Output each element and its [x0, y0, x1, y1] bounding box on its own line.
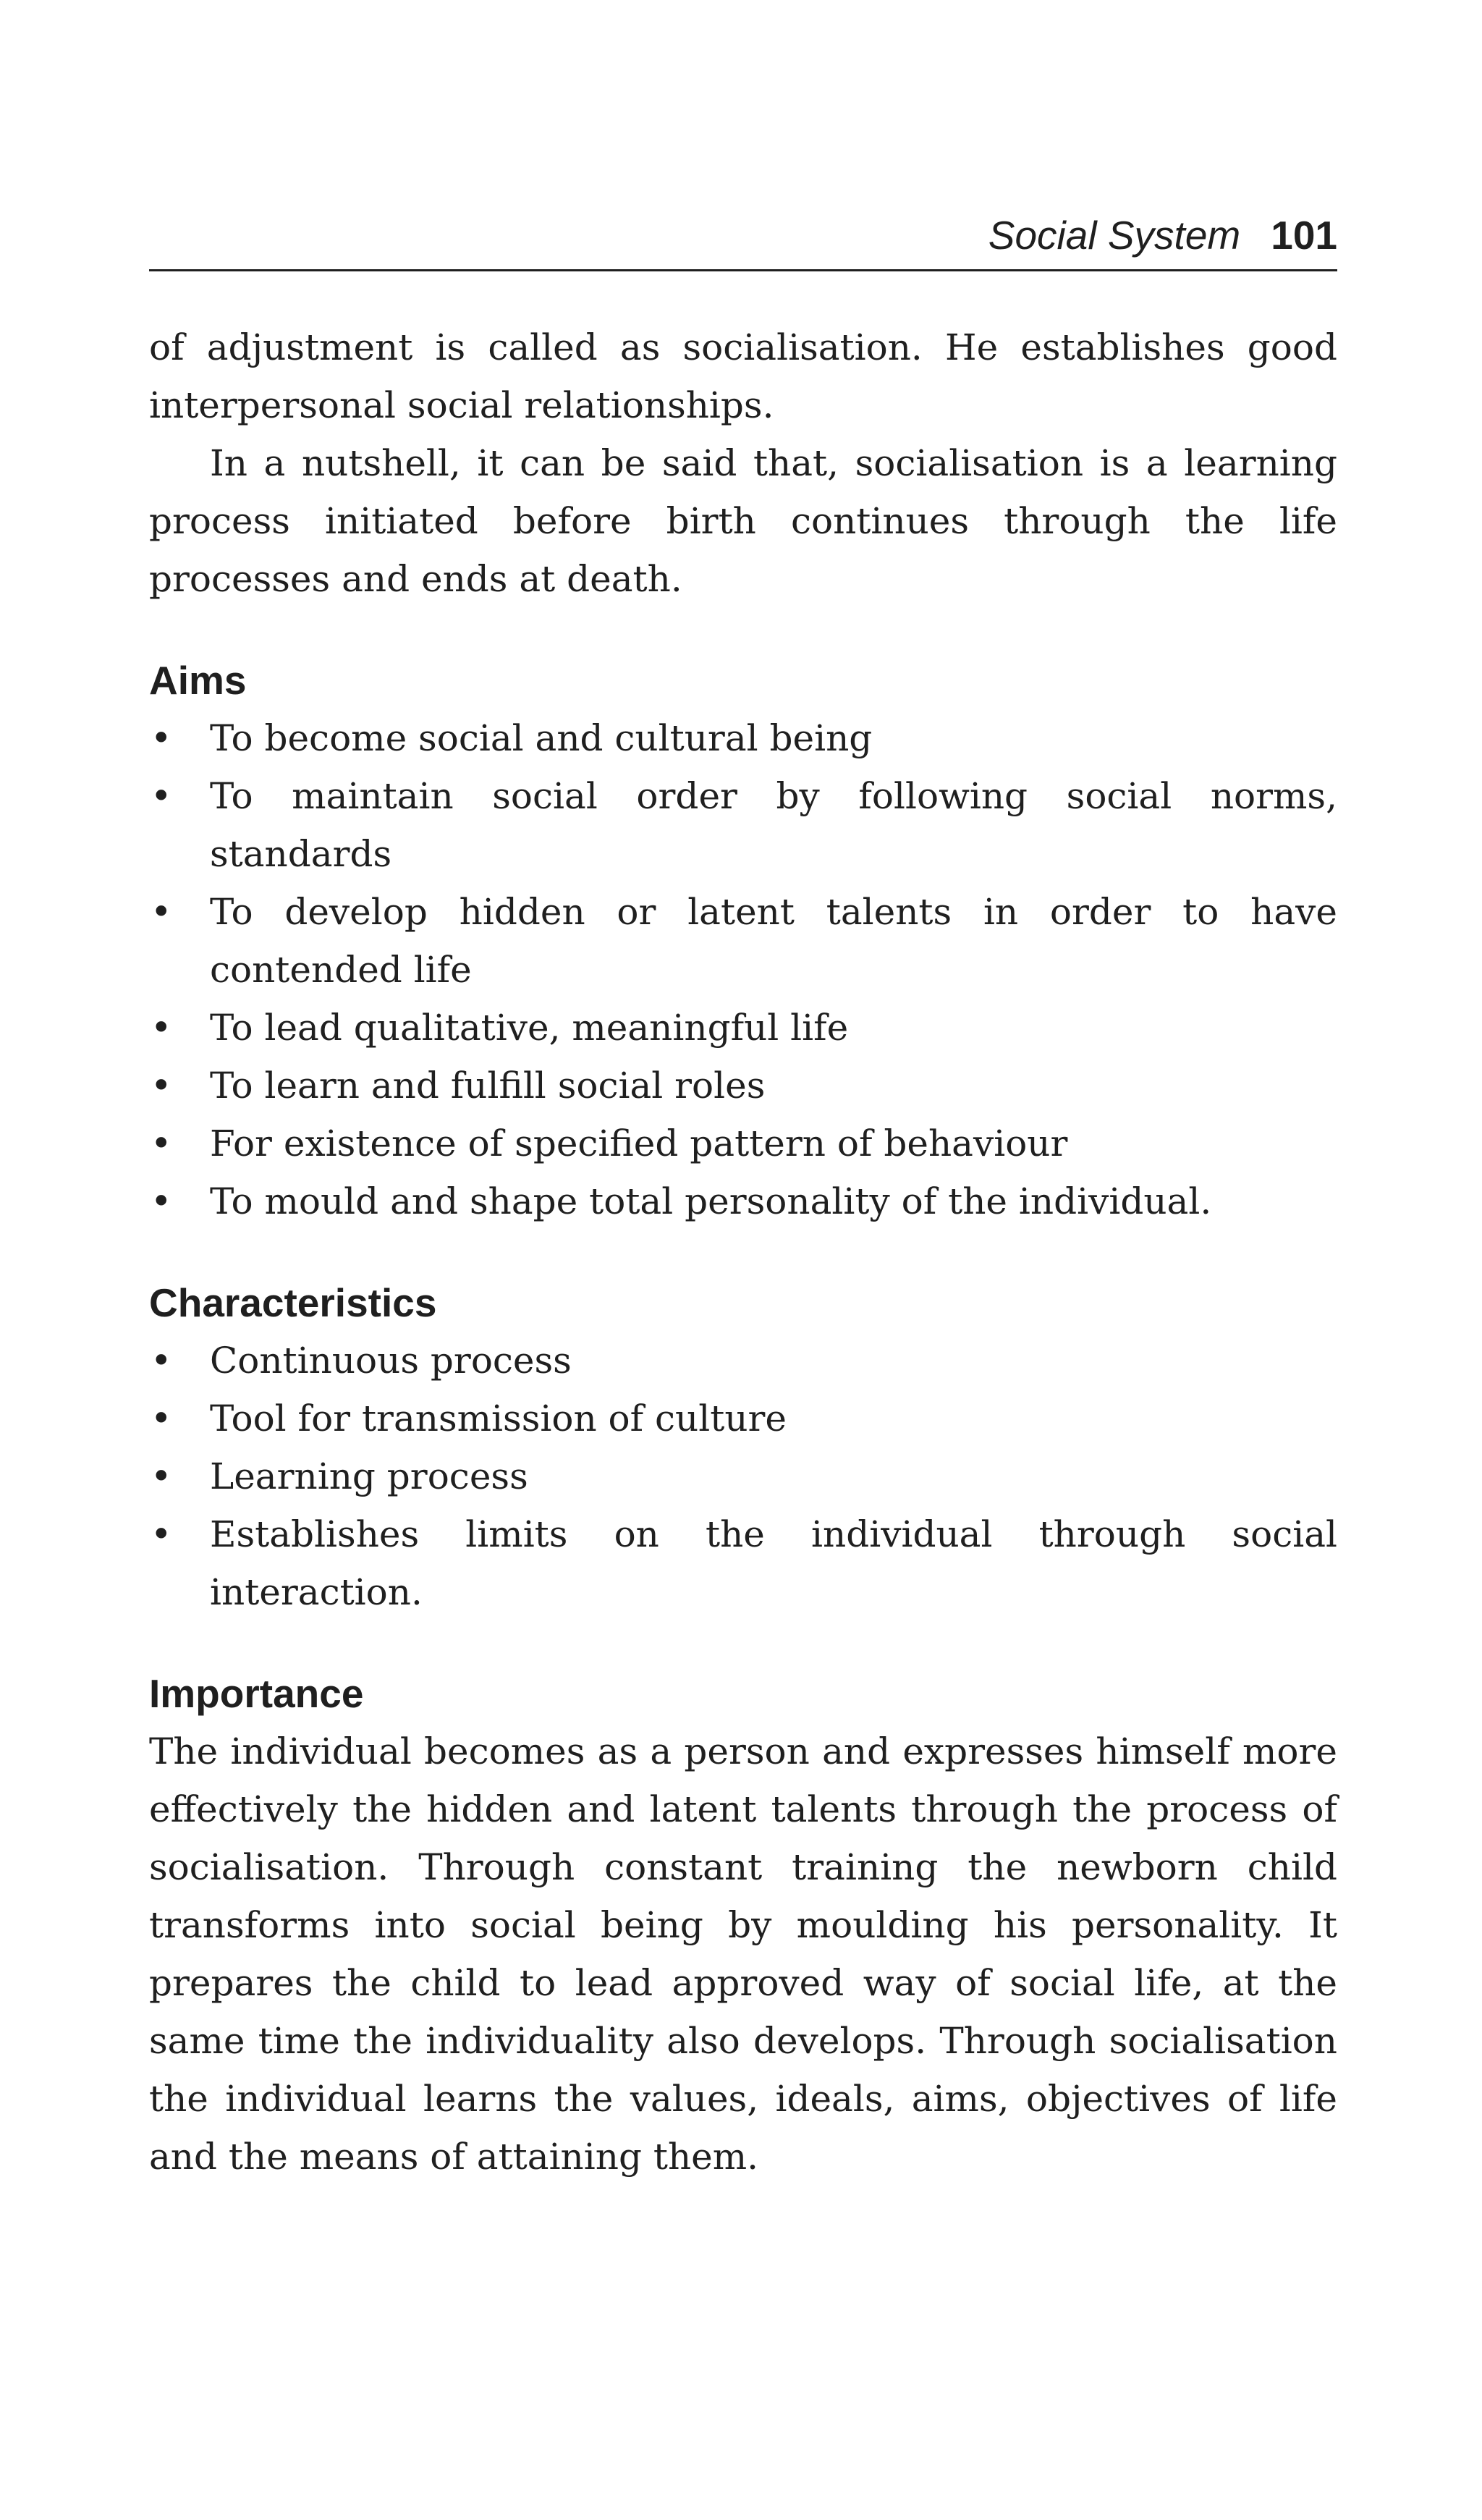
aims-heading: Aims: [149, 658, 247, 703]
list-item: • To lead qualitative, meaningful life: [149, 999, 1337, 1057]
list-item: • To develop hidden or latent talents in order to have contended life: [149, 883, 1337, 999]
list-item: • To maintain social order by following social norms, standards: [149, 767, 1337, 883]
list-item: • To learn and fulfill social roles: [149, 1057, 1337, 1115]
list-item: • To mould and shape total personality of the individual.: [149, 1172, 1337, 1230]
importance-heading: Importance: [149, 1671, 364, 1716]
list-item: • Tool for transmission of culture: [149, 1390, 1337, 1447]
intro-paragraph-2: In a nutshell, it can be said that, socialisation is a learning process initiated before birth continues through the life processes and ends at death.: [149, 442, 1337, 600]
characteristics-list: [149, 1332, 1337, 1621]
characteristics-heading: Characteristics: [149, 1280, 437, 1325]
list-item: • Continuous process: [149, 1332, 1337, 1390]
section-title: Social System: [988, 213, 1241, 258]
page-number: 101: [1271, 213, 1337, 258]
page-body: [149, 318, 1337, 2186]
list-item: • To become social and cultural being: [149, 709, 1337, 767]
header-rule: [149, 269, 1337, 271]
aims-list: [149, 709, 1337, 1230]
list-item: • For existence of specified pattern of behaviour: [149, 1115, 1337, 1172]
importance-paragraph: The individual becomes as a person and expresses himself more effectively the hidden and latent talents through the process of socialisation. Through constant training the newborn child transforms into social being by moulding his personality. It prepares the child to lead approved way of social life, at the same time the individuality also develops. Through socialisation the individual learns the values, ideals, aims, objectives of life and the means of attaining them.: [149, 1730, 1337, 2178]
running-header: [988, 213, 1337, 258]
intro-paragraph-1: of adjustment is called as socialisation. He establishes good interpersonal social relationships.: [149, 326, 1337, 426]
list-item: • Learning process: [149, 1447, 1337, 1505]
list-item: • Establishes limits on the individual through social interaction.: [149, 1505, 1337, 1621]
